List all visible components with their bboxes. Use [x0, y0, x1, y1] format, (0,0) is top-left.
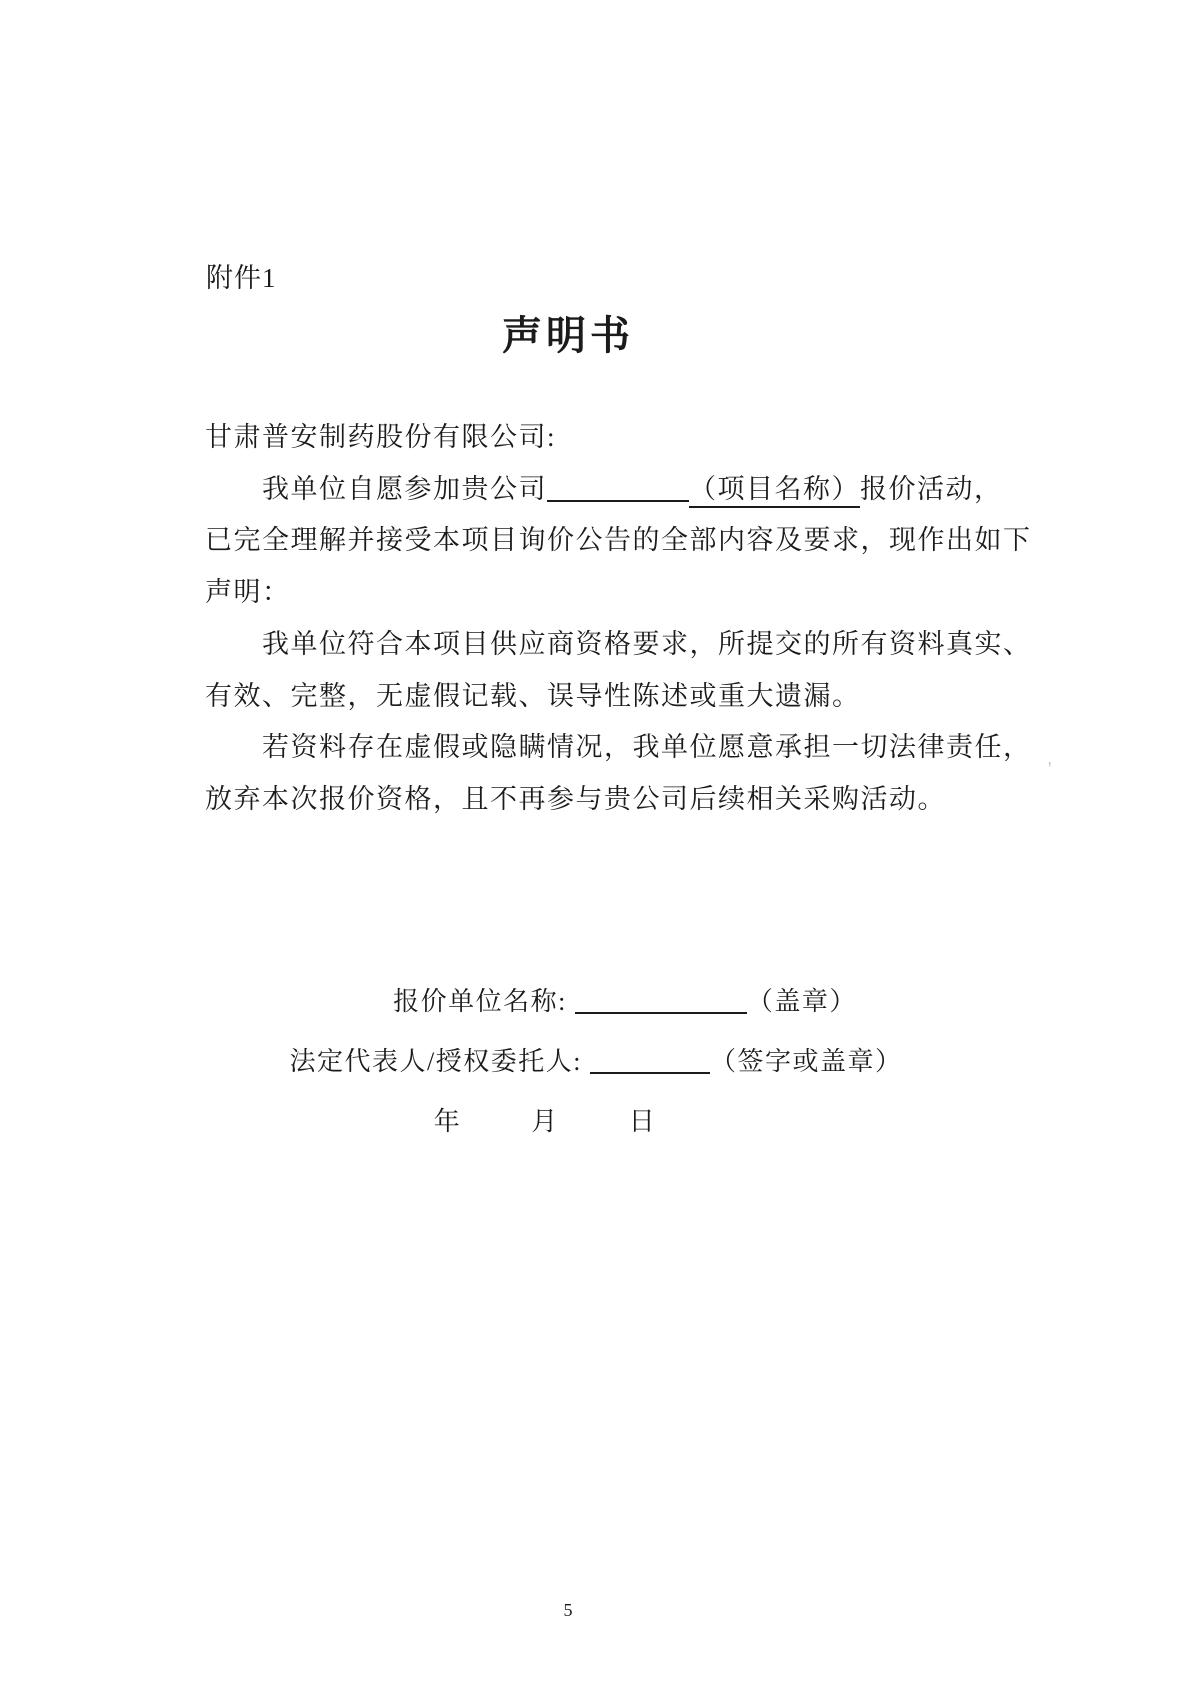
paragraph1-line1	[205, 464, 1003, 516]
signature-block	[205, 972, 987, 1152]
paragraph1-line3: 声明：	[205, 577, 291, 608]
date-year-label: 年	[433, 1107, 462, 1136]
project-name-placeholder-label: （项目名称）	[689, 474, 860, 508]
page-number: 5	[563, 1600, 573, 1620]
page-title: 声明书	[502, 313, 634, 358]
fill-in-blank-representative	[590, 1046, 710, 1074]
paragraph1-line2: 已完全理解并接受本项目询价公告的全部内容及要求，现作出如下	[205, 525, 1032, 556]
date-day-label: 日	[628, 1107, 657, 1136]
company-name-label: 报价单位名称:	[393, 987, 567, 1016]
date-month-label: 月	[531, 1107, 559, 1136]
fill-in-blank-company-name	[575, 986, 747, 1014]
paragraph3-line2: 放弃本次报价资格，且不再参与贵公司后续相关采购活动。	[205, 783, 946, 814]
date-line	[205, 1092, 885, 1152]
company-name-line	[263, 972, 987, 1032]
representative-stamp-label: （签字或盖章）	[709, 1047, 903, 1076]
paragraph2-line2: 有效、完整，无虚假记载、误导性陈述或重大遗漏。	[205, 680, 861, 711]
fill-in-blank-project-name	[547, 473, 689, 502]
paragraph3-line1: 若资料存在虚假或隐瞒情况，我单位愿意承担一切法律责任，	[262, 732, 1032, 763]
para1-tail-text: 报价活动，	[860, 473, 1003, 504]
para1-lead-text: 我单位自愿参加贵公司	[262, 473, 547, 504]
paragraph2-line1: 我单位符合本项目供应商资格要求，所提交的所有资料真实、	[262, 628, 1032, 659]
scan-artifact-mark: '	[1048, 758, 1052, 780]
company-stamp-label: （盖章）	[746, 987, 857, 1016]
attachment-label: 附件1	[206, 263, 277, 293]
document-body	[205, 412, 1032, 826]
representative-label: 法定代表人/授权委托人:	[289, 1047, 582, 1076]
salutation-line: 甘肃普安制药股份有限公司:	[205, 422, 557, 452]
representative-line	[205, 1032, 987, 1092]
